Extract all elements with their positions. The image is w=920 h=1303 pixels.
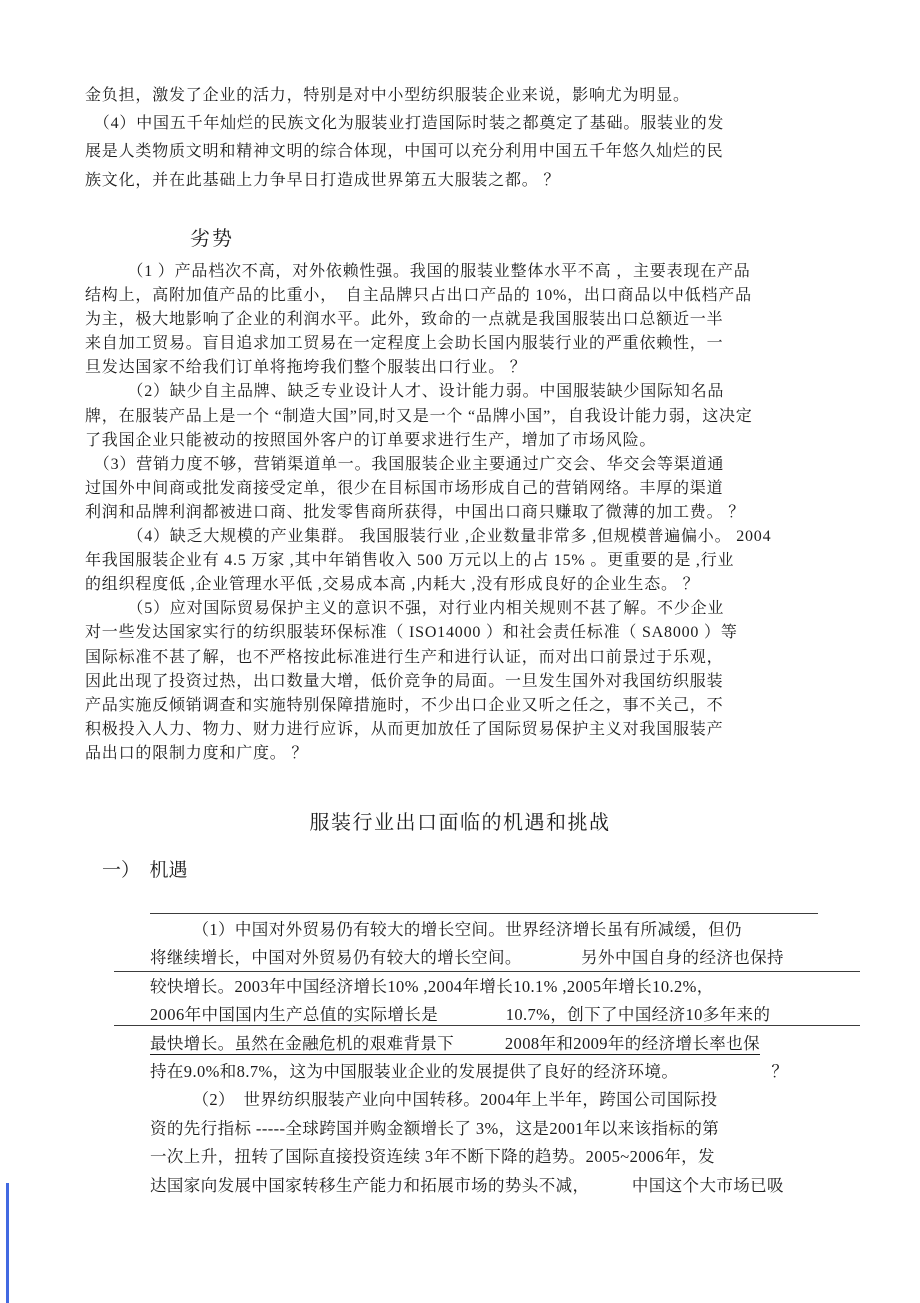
subsection-heading-opportunity: 一） 机遇 [102,860,188,881]
text-line: 金负担，激发了企业的活力，特别是对中小型纺织服装企业来说，影响尤为明显。 [85,87,690,104]
text-line: 为主，极大地影响了企业的利润水平。此外，致命的一点就是我国服装出口总额近一半 [85,311,724,329]
text-line: 品出口的限制力度和广度。 ？ [85,744,309,762]
text-line: 年我国服装企业有 4.5 万家 ,其中年销售收入 500 万元以上的占 15% 。更重要的是 ,行业 [85,552,735,570]
weakness-paragraph-block [85,260,771,766]
text-line: 积极投入人力、物力、财力进行应诉，从而更加放任了国际贸易保护主义对我国服装产 [85,720,724,738]
text-line: 国际标准不甚了解，也不严格按此标准进行生产和进行认证，而对出口前景过于乐观， [85,648,724,666]
text-line: 因此出现了投资过热，出口数量大增，低价竞争的局面。一旦发生国外对我国纺织服装 [85,672,724,690]
text-line: （5）应对国际贸易保护主义的意识不强，对行业内相关规则不甚了解。不少企业 [85,600,725,618]
text-line: （4）中国五千年灿烂的民族文化为服装业打造国际时装之都奠定了基础。服装业的发 [85,115,725,133]
text-line: 结构上，高附加值产品的比重小， 自主品牌只占出口产品的 10%，出口商品以中低档产品 [85,287,752,305]
text-line: 旦发达国家不给我们订单将拖垮我们整个服装出口行业。 ？ [85,359,527,377]
text-line: 产品实施反倾销调查和实施特别保障措施时，不少出口企业又听之任之，事不关己，不 [85,696,724,714]
intro-paragraph-block [85,82,724,195]
opportunity-paragraph-block [150,916,788,1200]
text-line: 的组织程度低 ,企业管理水平低 ,交易成本高 ,内耗大 ,没有形成良好的企业生态。 ？ [85,576,700,594]
text-line: 利润和品牌利润都被进口商、批发零售商所获得，中国出口商只赚取了微薄的加工费。 ？ [85,503,746,521]
text-line: 了我国企业只能被动的按照国外客户的订单要求进行生产，增加了市场风险。 [85,431,657,449]
weakness-heading: 劣势 [190,228,234,250]
text-line: （3）营销力度不够，营销渠道单一。我国服装企业主要通过广交会、华交会等渠道通 [85,455,725,473]
text-line: （1 ）产品档次不高，对外依赖性强。我国的服装业整体水平不高 ，主要表现在产品 [85,263,751,280]
text-line: 较快增长。2003年中国经济增长10% ,2004年增长10.1% ,2005年增长10.2%， [150,976,714,996]
text-line: 族文化，并在此基础上力争早日打造成世界第五大服装之都。 ？ [85,171,561,189]
text-line: 一次上升，扭转了国际直接投资连续 3年不断下降的趋势。2005~2006年，发 [150,1147,715,1167]
horizontal-rule-top [150,913,818,914]
text-line: 持在9.0%和8.7%，这为中国服装业企业的发展提供了良好的经济环境。 ？ [150,1062,789,1082]
text-line: 展是人类物质文明和精神文明的综合体现，中国可以充分利用中国五千年悠久灿烂的民 [85,143,724,161]
text-line: 资的先行指标 -----全球跨国并购金额增长了 3%，这是2001年以来该指标的第 [150,1118,720,1138]
text-line: 将继续增长，中国对外贸易仍有较大的增长空间。 另外中国自身的经济也保持 [150,948,784,968]
text-line: 牌，在服装产品上是一个 “制造大国”同,时又是一个 “品牌小国”，自我设计能力弱，这决定 [85,407,753,425]
text-line: （2）缺少自主品牌、缺乏专业设计人才、设计能力弱。中国服装缺少国际知名品 [85,383,725,401]
section-title: 服装行业出口面临的机遇和挑战 [309,812,611,834]
blue-margin-line [6,1183,9,1303]
text-line: 来自加工贸易。盲目追求加工贸易在一定程度上会助长国内服装行业的严重依赖性，一 [85,335,724,353]
text-line: 过国外中间商或批发商接受定单，很少在目标国市场形成自己的营销网络。丰厚的渠道 [85,479,724,497]
text-line: 最快增长。虽然在金融危机的艰难背景下 2008年和2009年的经济增长率也保 [150,1033,760,1053]
text-line: 2006年中国国内生产总值的实际增长是 10.7%，创下了中国经济10多年来的 [150,1005,771,1025]
text-line: 对一些发达国家实行的纺织服装环保标准（ ISO14000 ）和社会责任标准（ SA8000 ）等 [85,624,738,642]
text-line: （4）缺乏大规模的产业集群。 我国服装行业 ,企业数量非常多 ,但规模普遍偏小。 2004 [85,528,772,546]
text-line: （1）中国对外贸易仍有较大的增长空间。世界经济增长虽有所减缓，但仍 [150,920,742,939]
text-line: 达国家向发展中国家转移生产能力和拓展市场的势头不减， 中国这个大市场已吸 [150,1175,784,1195]
text-line: （2） 世界纺织服装产业向中国转移。2004年上半年，跨国公司国际投 [150,1090,718,1110]
